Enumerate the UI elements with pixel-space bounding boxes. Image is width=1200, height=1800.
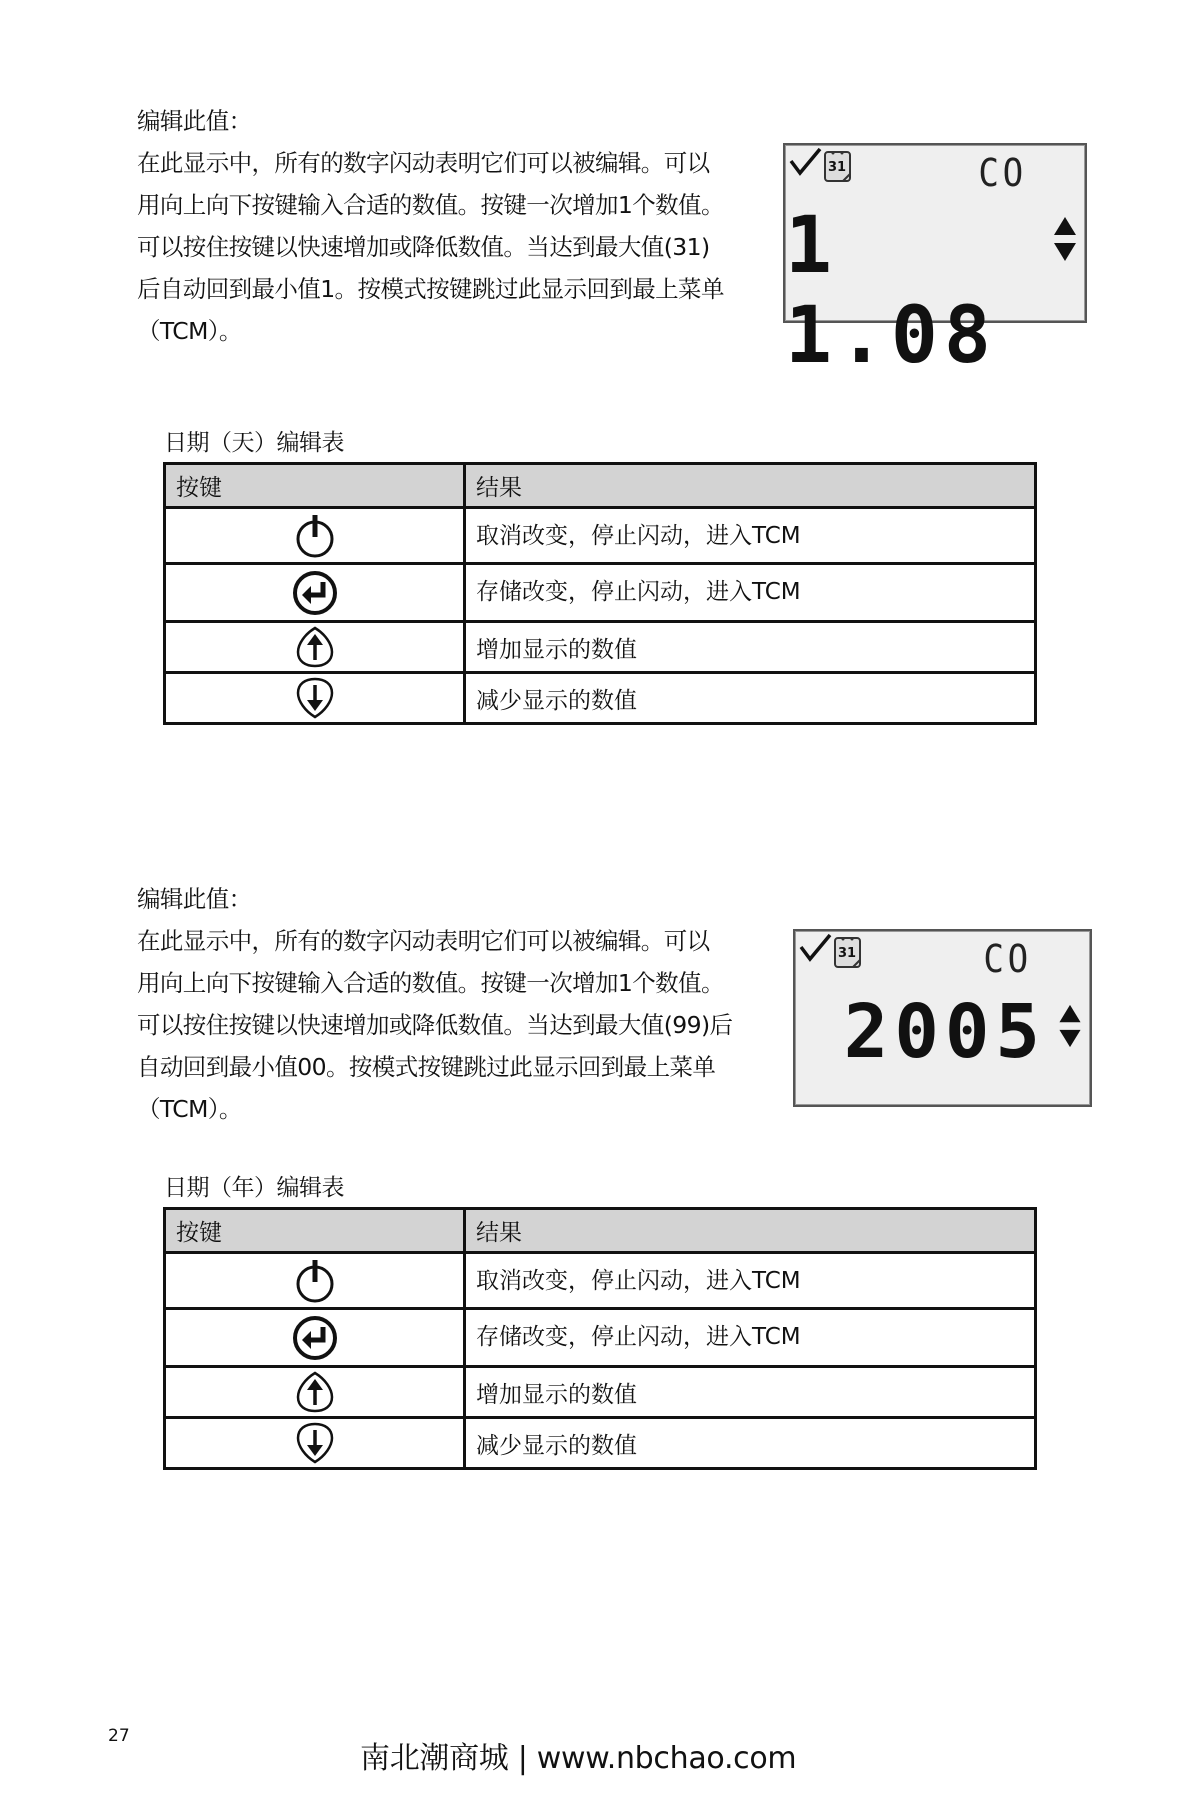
key-table-year bbox=[163, 1207, 1037, 1470]
page-number: 27 bbox=[108, 1726, 130, 1746]
paragraph-line: 用向上向下按键输入合适的数值。按键一次增加1个数值。 bbox=[137, 191, 724, 219]
result-cell: 存储改变，停止闪动，进入TCM bbox=[465, 1309, 1036, 1367]
column-header-result: 结果 bbox=[465, 464, 1036, 508]
paragraph-line: 可以按住按键以快速增加或降低数值。当达到最大值(31) bbox=[137, 233, 710, 261]
key-cell bbox=[165, 508, 465, 564]
paragraph-line: （TCM）。 bbox=[137, 317, 242, 345]
up-arrow-icon bbox=[295, 626, 335, 668]
column-header-key: 按键 bbox=[165, 1209, 465, 1253]
lcd-value: 2005 bbox=[843, 989, 1046, 1075]
table-row bbox=[165, 1418, 1036, 1469]
key-cell bbox=[165, 622, 465, 673]
section-heading: 编辑此值： bbox=[137, 107, 252, 135]
paragraph-line: 在此显示中，所有的数字闪动表明它们可以被编辑。可以 bbox=[137, 927, 710, 955]
paragraph-line: 用向上向下按键输入合适的数值。按键一次增加1个数值。 bbox=[137, 969, 724, 997]
paragraph-line: （TCM）。 bbox=[137, 1095, 242, 1123]
calendar-icon bbox=[823, 149, 853, 183]
gas-label: CO bbox=[978, 151, 1027, 195]
table-row bbox=[165, 508, 1036, 564]
section-heading: 编辑此值： bbox=[137, 885, 252, 913]
key-cell bbox=[165, 673, 465, 724]
paragraph-line: 可以按住按键以快速增加或降低数值。当达到最大值(99)后 bbox=[137, 1011, 733, 1039]
column-header-result: 结果 bbox=[465, 1209, 1036, 1253]
key-cell bbox=[165, 1309, 465, 1367]
table-title: 日期（天）编辑表 bbox=[164, 430, 344, 456]
result-cell: 增加显示的数值 bbox=[465, 1367, 1036, 1418]
down-arrow-icon bbox=[295, 677, 335, 719]
key-cell bbox=[165, 1418, 465, 1469]
paragraph-line: 后自动回到最小值1。按模式按键跳过此显示回到最上菜单 bbox=[137, 275, 724, 303]
power-icon bbox=[294, 513, 336, 559]
lcd-value: 1 1.08 bbox=[785, 201, 997, 381]
checkmark-icon bbox=[799, 933, 833, 963]
footer-site-link[interactable]: 南北潮商城 | www.nbchao.com bbox=[360, 1741, 797, 1776]
enter-icon bbox=[292, 570, 338, 616]
table-row bbox=[165, 1309, 1036, 1367]
up-arrow-icon bbox=[295, 1371, 335, 1413]
section-1-text bbox=[137, 100, 724, 352]
up-down-arrows-icon bbox=[1058, 1003, 1082, 1051]
result-cell: 减少显示的数值 bbox=[465, 673, 1036, 724]
column-header-key: 按键 bbox=[165, 464, 465, 508]
key-cell bbox=[165, 564, 465, 622]
paragraph-line: 在此显示中，所有的数字闪动表明它们可以被编辑。可以 bbox=[137, 149, 710, 177]
lcd-display-year bbox=[793, 929, 1092, 1107]
svg-text:31: 31 bbox=[827, 160, 847, 175]
table-row bbox=[165, 1367, 1036, 1418]
table-row bbox=[165, 564, 1036, 622]
table-row bbox=[165, 622, 1036, 673]
result-cell: 存储改变，停止闪动，进入TCM bbox=[465, 564, 1036, 622]
up-down-arrows-icon bbox=[1053, 215, 1077, 265]
svg-text:31: 31 bbox=[837, 946, 857, 961]
paragraph-line: 自动回到最小值00。按模式按键跳过此显示回到最上菜单 bbox=[137, 1053, 716, 1081]
gas-label: CO bbox=[983, 937, 1032, 981]
enter-icon bbox=[292, 1315, 338, 1361]
result-cell: 取消改变，停止闪动，进入TCM bbox=[465, 508, 1036, 564]
key-cell bbox=[165, 1367, 465, 1418]
key-cell bbox=[165, 1253, 465, 1309]
checkmark-icon bbox=[789, 147, 823, 177]
calendar-icon bbox=[833, 935, 863, 969]
lcd-display-day bbox=[783, 143, 1087, 381]
key-table-day bbox=[163, 462, 1037, 725]
result-cell: 减少显示的数值 bbox=[465, 1418, 1036, 1469]
table-row bbox=[165, 1253, 1036, 1309]
result-cell: 增加显示的数值 bbox=[465, 622, 1036, 673]
down-arrow-icon bbox=[295, 1422, 335, 1464]
table-row bbox=[165, 673, 1036, 724]
table-title: 日期（年）编辑表 bbox=[164, 1175, 344, 1201]
result-cell: 取消改变，停止闪动，进入TCM bbox=[465, 1253, 1036, 1309]
power-icon bbox=[294, 1258, 336, 1304]
section-2-text bbox=[137, 878, 732, 1130]
